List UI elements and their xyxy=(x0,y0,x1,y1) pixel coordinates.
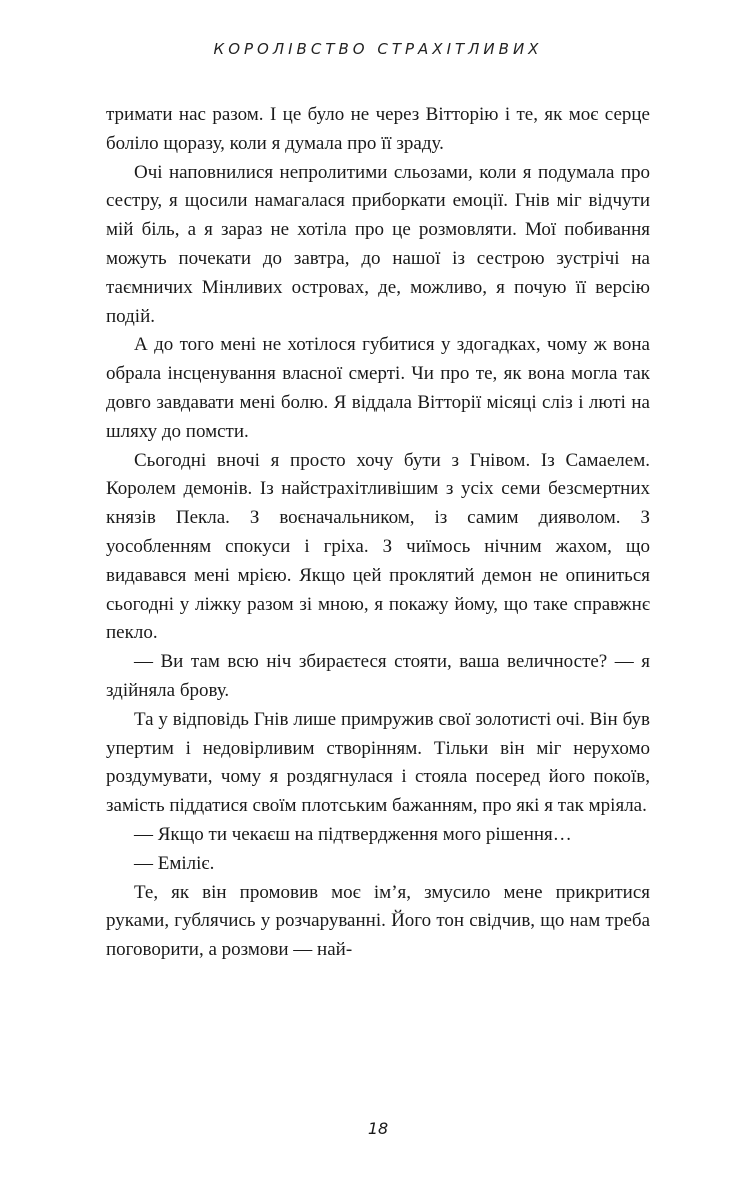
paragraph: — Еміліє. xyxy=(134,852,215,874)
paragraph: Сьогодні вночі я просто хочу бути з Гнівом. Із Самаелем. Королем демонів. Із найстрахітливішим з усіх семи безсмертних князів Пекла. З воєначальником, із самим дияволом. З уособленням спокуси і гріха. З чиїмось нічним жахом, що видавався мені мрією. Якщо цей проклятий демон не опиниться сьогодні у ліжку разом зі мною, я покажу йому, що таке справжнє пекло. xyxy=(106,449,650,644)
paragraph: Очі наповнилися непролитими сльозами, коли я подумала про сестру, я щосили намагалася приборкати емоції. Гнів міг відчути мій біль, а я зараз не хотіла про це розмовляти. Мої побивання можуть почекати до завтра, до нашої із сестрою зустрічі на таємничих Мінливих островах, де, можливо, я почую її версію подій. xyxy=(106,161,650,327)
paragraph: Та у відповідь Гнів лише примружив свої золотисті очі. Він був упертим і недовірливим створінням. Тільки він міг нерухомо роздумувати, чому я роздягнулася і стояла посеред його покоїв, замість піддатися своїм плотським бажанням, про які я так мріяла. xyxy=(106,708,650,817)
running-head: КОРОЛІВСТВО СТРАХІТЛИВИХ xyxy=(213,40,543,58)
body-text xyxy=(106,101,650,965)
paragraph: тримати нас разом. І це було не через Вітторію і те, як моє серце боліло щоразу, коли я думала про її зраду. xyxy=(106,104,650,154)
paragraph: А до того мені не хотілося губитися у здогадках, чому ж вона обрала інсценування власної смерті. Чи про те, як вона могла так довго завдавати мені болю. Я віддала Вітторії місяці сліз і люті на шляху до помсти. xyxy=(106,334,650,442)
paragraph: — Ви там всю ніч збираєтеся стояти, ваша величносте? — я здійняла брову. xyxy=(106,651,650,701)
paragraph: — Якщо ти чекаєш на підтвердження мого рішення… xyxy=(134,823,572,845)
page-number: 18 xyxy=(367,1119,389,1138)
paragraph: Те, як він промовив моє ім’я, змусило мене прикритися руками, гублячись у розчаруванні. Його тон свідчив, що нам треба поговорити, а розмови — най- xyxy=(106,881,650,961)
